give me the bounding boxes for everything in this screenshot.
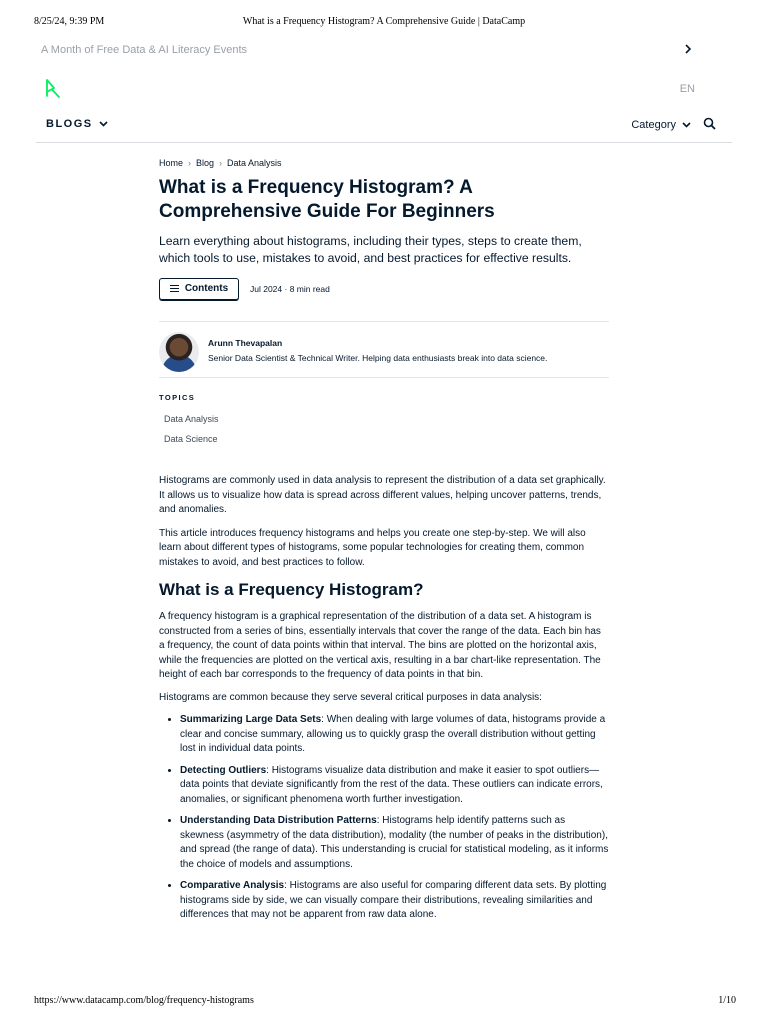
article-subtitle: Learn everything about histograms, including their types, steps to create them, which tools to use, mistakes to avoid, and best practices for effective results. [159,234,582,265]
author-name[interactable]: Arunn Thevapalan [208,338,283,349]
purposes-list [159,713,609,923]
top-nav [36,116,732,143]
author-bio: Senior Data Scientist & Technical Writer. Helping data enthusiasts break into data science. [208,353,548,364]
page-title: What is a Frequency Histogram? A Comprehensive Guide For Beginners [159,177,495,222]
topic-data-science[interactable]: Data Science [164,434,218,445]
section-paragraph-2: Histograms are common because they serve several critical purposes in data analysis: [159,691,542,703]
list-item [180,764,609,808]
chevron-right-icon: › [188,158,192,168]
list-icon [170,285,179,292]
section-heading: What is a Frequency Histogram? [159,580,424,600]
topics-label: TOPICS [159,393,196,403]
print-datetime: 8/25/24, 9:39 PM [34,16,105,27]
intro-paragraph-1: Histograms are commonly used in data analysis to represent the distribution of a data set graphically. It allows us to visualize how data is spread across different values, helping uncover patterns, trends, and anomalies. [159,475,606,516]
list-item [180,879,609,923]
search-icon[interactable] [703,117,716,133]
breadcrumb-home[interactable]: Home [159,158,184,168]
author-card [159,321,609,378]
list-item-term: Comparative Analysis [180,880,285,892]
datacamp-logo-icon[interactable] [44,78,64,100]
breadcrumb-data-analysis[interactable]: Data Analysis [227,158,282,168]
breadcrumb-blog[interactable]: Blog [196,158,215,168]
chevron-down-icon [682,119,691,131]
intro-paragraph-2: This article introduces frequency histograms and helps you create one step-by-step. We will also learn about different types of histograms, some popular technologies for creating them, common mistakes to avoid, and best practices to follow. [159,527,586,568]
contents-button-label: Contents [184,283,229,295]
blogs-menu-button[interactable] [46,118,108,130]
chevron-right-icon: › [219,158,223,168]
print-page-title: What is a Frequency Histogram? A Comprehensive Guide | DataCamp [242,16,526,27]
contents-button[interactable] [159,278,239,300]
section-paragraph-1: A frequency histogram is a graphical representation of the distribution of a data set. A histogram is constructed from a series of bins, essentially intervals that cover the range of the data. Each bin has a frequency, the count of data points within that interval. The bins are plotted on the horizontal axis, while the frequencies are plotted on the vertical axis, resulting in a bar chart-like representation. The height of each bar corresponds to the frequency of data points in that bin. [159,611,601,681]
topic-data-analysis[interactable]: Data Analysis [164,414,219,425]
article-meta [159,276,609,301]
print-url: https://www.datacamp.com/blog/frequency-histograms [34,995,254,1006]
list-item-term: Summarizing Large Data Sets [180,714,322,726]
print-page-number: 1/10 [718,995,736,1006]
avatar[interactable] [159,332,199,372]
article-date-read: Jul 2024 · 8 min read [250,283,330,294]
list-item [180,814,609,872]
promo-banner-text[interactable]: A Month of Free Data & AI Literacy Events [41,44,248,56]
article [159,156,609,930]
list-item-desc: : Histograms are also useful for comparing different data sets. By plotting histograms side by side, we can visually compare their distributions, revealing similarities and differences that may not be apparent from raw data alone. [180,880,607,921]
chevron-down-icon [99,118,108,130]
list-item [180,713,609,757]
promo-banner[interactable] [41,44,692,62]
list-item-term: Understanding Data Distribution Patterns [180,815,377,827]
list-item-desc: : When dealing with large volumes of data, histograms provide a clear and concise summary, allowing us to quickly grasp the overall distribution without getting lost in individual data points. [180,714,606,755]
blogs-menu-label: BLOGS [46,118,93,130]
breadcrumb [159,156,609,170]
chevron-right-icon[interactable] [684,44,692,57]
list-item-term: Detecting Outliers [180,764,267,776]
category-dropdown[interactable] [631,119,691,131]
language-selector[interactable]: EN [679,83,695,95]
list-item-desc: : Histograms visualize data distribution and make it easier to spot outliers—data points that deviate significantly from the rest of the data. These outliers can indicate errors, anomalies, or significant phenomena worth further investigation. [180,764,603,805]
list-item-desc: : Histograms help identify patterns such as skewness (asymmetry of the data distribution), modality (the number of peaks in the distribution), and spread (the range of data). This understanding is crucial for statistical modeling, as it informs the choice of models and assumptions. [180,815,609,870]
category-label: Category [631,119,676,131]
